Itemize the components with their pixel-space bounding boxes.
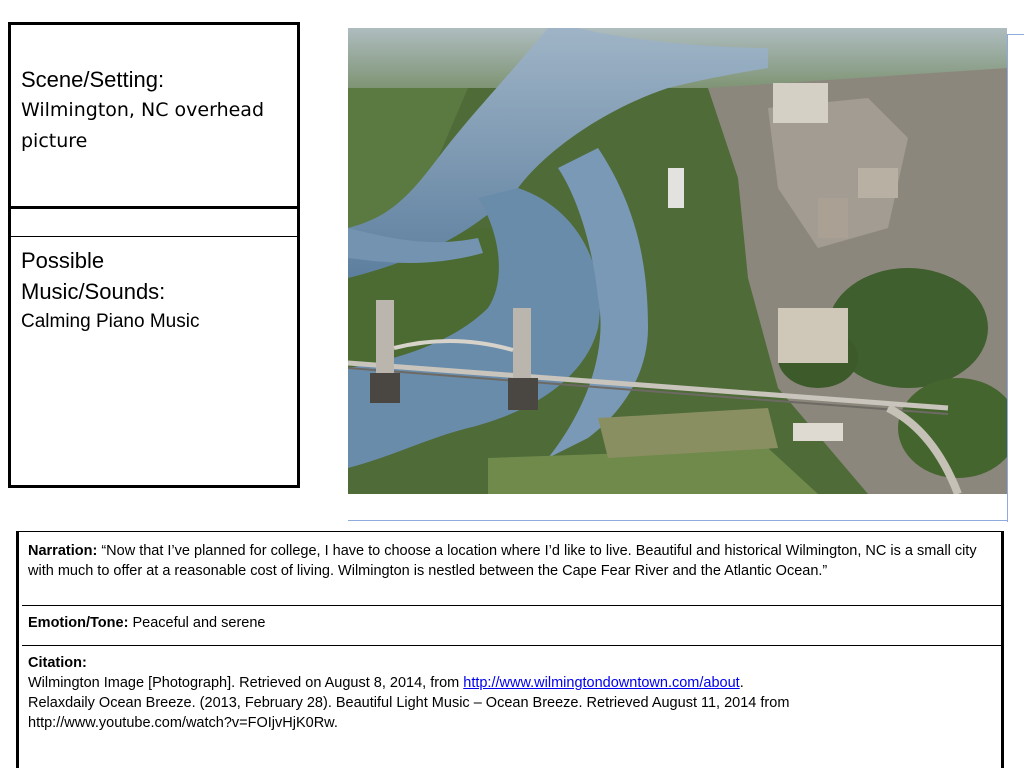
emotion-tone-text: Peaceful and serene: [132, 615, 266, 631]
storyboard-left-panel: [8, 22, 300, 488]
wilmington-aerial-photo: [348, 28, 1007, 494]
citation-row: [22, 646, 1001, 768]
citation-line-1-suffix: .: [739, 675, 744, 691]
citation-label: Citation:: [28, 655, 87, 671]
narration-row: [22, 535, 1001, 606]
photo-frame-line: [348, 520, 1007, 521]
scene-setting-heading: Scene/Setting:: [21, 67, 165, 92]
citation-line-3: http://www.youtube.com/watch?v=FOIjvHjK0Rw.: [28, 715, 338, 731]
photo-frame-line: [1007, 34, 1008, 522]
citation-link[interactable]: http://www.wilmingtondowntown.com/about: [463, 675, 740, 691]
citation-line-1-prefix: Wilmington Image [Photograph]. Retrieved on August 8, 2014, from: [28, 675, 464, 691]
citation-line-2: Relaxdaily Ocean Breeze. (2013, February 28). Beautiful Light Music – Ocean Breeze. Retrieved August 11, 2014 from: [28, 695, 790, 711]
citation-line-1: [28, 673, 993, 693]
emotion-tone-row: [22, 606, 1001, 646]
music-sounds-value: Calming Piano Music: [21, 311, 200, 332]
narration-label: Narration:: [28, 543, 98, 559]
music-sounds-heading: Possible Music/Sounds:: [21, 248, 166, 304]
scene-setting-box: [11, 25, 297, 209]
storyboard-info-table: [16, 531, 1004, 768]
music-sounds-box: [21, 245, 291, 337]
left-panel-divider: [11, 236, 297, 237]
narration-text: “Now that I’ve planned for college, I have to choose a location where I’d like to live. Beautiful and historical Wilmington, NC is a small city with much to offer at a reasonable cost of living. Wilmington is nestled between the Cape Fear River and the Atlantic Ocean.”: [28, 543, 977, 579]
photo-frame-line: [1007, 34, 1024, 35]
aerial-photo-icon: [348, 28, 1007, 494]
scene-setting-value: Wilmington, NC overhead picture: [21, 99, 265, 152]
emotion-tone-label: Emotion/Tone:: [28, 615, 129, 631]
